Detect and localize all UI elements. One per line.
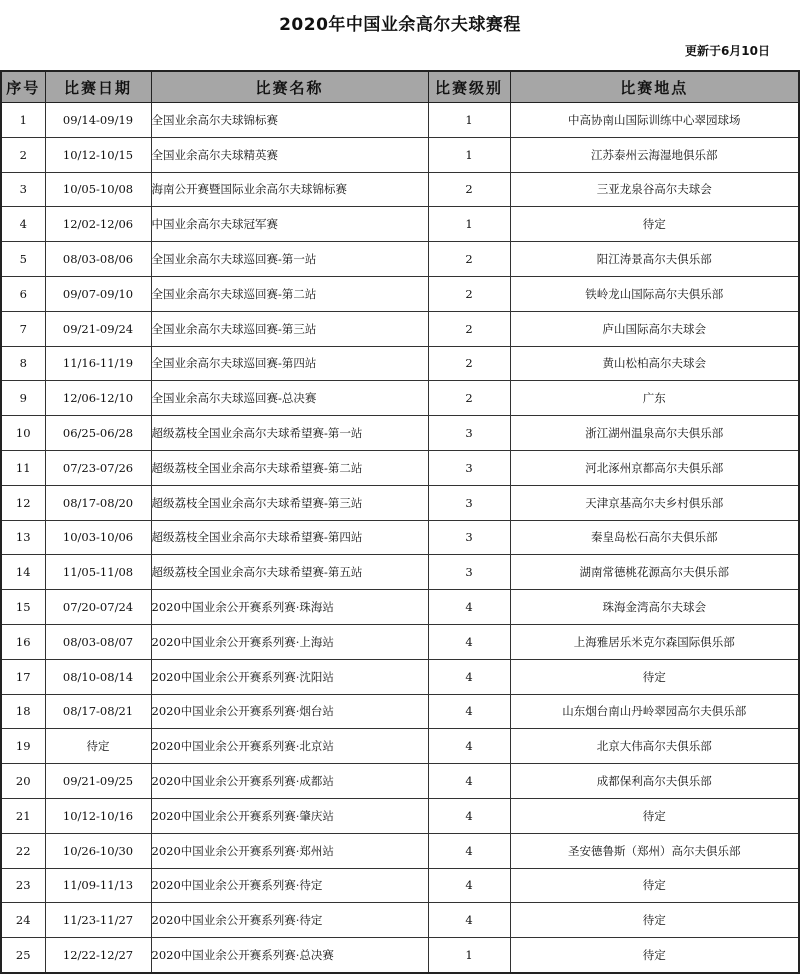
cell-number: 11	[1, 450, 45, 485]
cell-venue: 待定	[510, 903, 799, 938]
cell-level: 1	[428, 207, 510, 242]
cell-date: 10/03-10/06	[45, 520, 151, 555]
cell-venue: 浙江湖州温泉高尔夫俱乐部	[510, 416, 799, 451]
cell-date: 10/12-10/15	[45, 137, 151, 172]
cell-name: 2020中国业余公开赛系列赛·沈阳站	[151, 659, 428, 694]
cell-level: 4	[428, 798, 510, 833]
cell-date: 08/03-08/06	[45, 242, 151, 277]
cell-name: 超级荔枝全国业余高尔夫球希望赛-第一站	[151, 416, 428, 451]
cell-date: 08/10-08/14	[45, 659, 151, 694]
cell-venue: 上海雅居乐米克尔森国际俱乐部	[510, 624, 799, 659]
cell-date: 06/25-06/28	[45, 416, 151, 451]
cell-venue: 待定	[510, 207, 799, 242]
table-row	[1, 416, 799, 451]
cell-name: 超级荔枝全国业余高尔夫球希望赛-第二站	[151, 450, 428, 485]
table-row	[1, 764, 799, 799]
cell-name: 2020中国业余公开赛系列赛·待定	[151, 868, 428, 903]
cell-number: 9	[1, 381, 45, 416]
cell-number: 4	[1, 207, 45, 242]
cell-name: 超级荔枝全国业余高尔夫球希望赛-第三站	[151, 485, 428, 520]
cell-date: 11/23-11/27	[45, 903, 151, 938]
cell-name: 全国业余高尔夫球巡回赛-第二站	[151, 276, 428, 311]
cell-number: 6	[1, 276, 45, 311]
cell-venue: 秦皇岛松石高尔夫俱乐部	[510, 520, 799, 555]
cell-name: 全国业余高尔夫球巡回赛-第三站	[151, 311, 428, 346]
cell-date: 09/07-09/10	[45, 276, 151, 311]
cell-level: 3	[428, 416, 510, 451]
cell-number: 12	[1, 485, 45, 520]
column-header-level: 比赛级别	[428, 71, 510, 103]
cell-number: 10	[1, 416, 45, 451]
cell-number: 2	[1, 137, 45, 172]
table-body	[1, 103, 799, 973]
cell-level: 3	[428, 555, 510, 590]
cell-name: 2020中国业余公开赛系列赛·成都站	[151, 764, 428, 799]
column-header-name: 比赛名称	[151, 71, 428, 103]
cell-level: 3	[428, 450, 510, 485]
table-row	[1, 938, 799, 973]
cell-number: 16	[1, 624, 45, 659]
cell-level: 1	[428, 103, 510, 138]
cell-venue: 铁岭龙山国际高尔夫俱乐部	[510, 276, 799, 311]
cell-name: 2020中国业余公开赛系列赛·烟台站	[151, 694, 428, 729]
cell-number: 19	[1, 729, 45, 764]
cell-name: 2020中国业余公开赛系列赛·待定	[151, 903, 428, 938]
table-row	[1, 242, 799, 277]
cell-level: 2	[428, 172, 510, 207]
cell-name: 全国业余高尔夫球锦标赛	[151, 103, 428, 138]
column-header-venue: 比赛地点	[510, 71, 799, 103]
cell-venue: 待定	[510, 938, 799, 973]
cell-level: 4	[428, 833, 510, 868]
cell-number: 8	[1, 346, 45, 381]
cell-date: 12/22-12/27	[45, 938, 151, 973]
cell-number: 17	[1, 659, 45, 694]
cell-level: 2	[428, 242, 510, 277]
cell-date: 07/23-07/26	[45, 450, 151, 485]
page-title: 2020年中国业余高尔夫球赛程	[279, 15, 521, 35]
cell-number: 13	[1, 520, 45, 555]
cell-date: 11/09-11/13	[45, 868, 151, 903]
table-row	[1, 590, 799, 625]
cell-venue: 待定	[510, 868, 799, 903]
table-row	[1, 694, 799, 729]
table-row	[1, 207, 799, 242]
cell-venue: 圣安德鲁斯（郑州）高尔夫俱乐部	[510, 833, 799, 868]
table-row	[1, 172, 799, 207]
table-row	[1, 520, 799, 555]
cell-name: 全国业余高尔夫球精英赛	[151, 137, 428, 172]
cell-name: 2020中国业余公开赛系列赛·珠海站	[151, 590, 428, 625]
cell-date: 08/17-08/21	[45, 694, 151, 729]
table-row	[1, 798, 799, 833]
table-row	[1, 729, 799, 764]
cell-date: 09/21-09/24	[45, 311, 151, 346]
cell-number: 23	[1, 868, 45, 903]
cell-venue: 三亚龙泉谷高尔夫球会	[510, 172, 799, 207]
table-row	[1, 659, 799, 694]
cell-level: 4	[428, 868, 510, 903]
cell-name: 海南公开赛暨国际业余高尔夫球锦标赛	[151, 172, 428, 207]
cell-level: 4	[428, 903, 510, 938]
table-row	[1, 903, 799, 938]
table-row	[1, 381, 799, 416]
cell-number: 24	[1, 903, 45, 938]
cell-date: 08/03-08/07	[45, 624, 151, 659]
cell-level: 4	[428, 729, 510, 764]
cell-number: 20	[1, 764, 45, 799]
cell-venue: 天津京基高尔夫乡村俱乐部	[510, 485, 799, 520]
cell-level: 4	[428, 764, 510, 799]
table-row	[1, 311, 799, 346]
cell-number: 3	[1, 172, 45, 207]
cell-date: 08/17-08/20	[45, 485, 151, 520]
cell-date: 09/14-09/19	[45, 103, 151, 138]
cell-date: 11/05-11/08	[45, 555, 151, 590]
cell-name: 超级荔枝全国业余高尔夫球希望赛-第四站	[151, 520, 428, 555]
cell-date: 10/12-10/16	[45, 798, 151, 833]
cell-date: 12/06-12/10	[45, 381, 151, 416]
cell-venue: 待定	[510, 659, 799, 694]
cell-level: 4	[428, 659, 510, 694]
cell-number: 14	[1, 555, 45, 590]
cell-number: 21	[1, 798, 45, 833]
cell-date: 11/16-11/19	[45, 346, 151, 381]
cell-venue: 黄山松柏高尔夫球会	[510, 346, 799, 381]
cell-level: 1	[428, 938, 510, 973]
cell-venue: 河北涿州京都高尔夫俱乐部	[510, 450, 799, 485]
cell-level: 4	[428, 590, 510, 625]
cell-venue: 待定	[510, 798, 799, 833]
column-header-number: 序号	[1, 71, 45, 103]
cell-venue: 中高协南山国际训练中心翠园球场	[510, 103, 799, 138]
table-row	[1, 555, 799, 590]
cell-number: 22	[1, 833, 45, 868]
cell-venue: 山东烟台南山丹岭翠园高尔夫俱乐部	[510, 694, 799, 729]
table-row	[1, 103, 799, 138]
cell-name: 超级荔枝全国业余高尔夫球希望赛-第五站	[151, 555, 428, 590]
table-row	[1, 450, 799, 485]
cell-venue: 阳江涛景高尔夫俱乐部	[510, 242, 799, 277]
cell-name: 全国业余高尔夫球巡回赛-第一站	[151, 242, 428, 277]
cell-level: 4	[428, 694, 510, 729]
cell-number: 5	[1, 242, 45, 277]
cell-name: 全国业余高尔夫球巡回赛-总决赛	[151, 381, 428, 416]
cell-number: 1	[1, 103, 45, 138]
cell-name: 2020中国业余公开赛系列赛·上海站	[151, 624, 428, 659]
table-row	[1, 346, 799, 381]
table-row	[1, 833, 799, 868]
cell-number: 25	[1, 938, 45, 973]
table-row	[1, 276, 799, 311]
cell-date: 10/26-10/30	[45, 833, 151, 868]
cell-level: 2	[428, 346, 510, 381]
table-row	[1, 485, 799, 520]
cell-venue: 成都保利高尔夫俱乐部	[510, 764, 799, 799]
cell-name: 2020中国业余公开赛系列赛·北京站	[151, 729, 428, 764]
header-row	[1, 71, 799, 103]
cell-venue: 珠海金湾高尔夫球会	[510, 590, 799, 625]
cell-level: 2	[428, 276, 510, 311]
cell-name: 全国业余高尔夫球巡回赛-第四站	[151, 346, 428, 381]
cell-level: 2	[428, 311, 510, 346]
table-row	[1, 137, 799, 172]
cell-venue: 江苏泰州云海湿地俱乐部	[510, 137, 799, 172]
cell-venue: 庐山国际高尔夫球会	[510, 311, 799, 346]
schedule-table	[0, 70, 800, 974]
cell-date: 待定	[45, 729, 151, 764]
cell-name: 2020中国业余公开赛系列赛·肇庆站	[151, 798, 428, 833]
table-row	[1, 624, 799, 659]
cell-number: 18	[1, 694, 45, 729]
cell-date: 07/20-07/24	[45, 590, 151, 625]
cell-number: 15	[1, 590, 45, 625]
cell-name: 中国业余高尔夫球冠军赛	[151, 207, 428, 242]
cell-venue: 北京大伟高尔夫俱乐部	[510, 729, 799, 764]
cell-level: 2	[428, 381, 510, 416]
cell-level: 1	[428, 137, 510, 172]
cell-date: 09/21-09/25	[45, 764, 151, 799]
column-header-date: 比赛日期	[45, 71, 151, 103]
cell-name: 2020中国业余公开赛系列赛·郑州站	[151, 833, 428, 868]
cell-level: 4	[428, 624, 510, 659]
cell-venue: 广东	[510, 381, 799, 416]
cell-level: 3	[428, 485, 510, 520]
cell-level: 3	[428, 520, 510, 555]
cell-number: 7	[1, 311, 45, 346]
cell-venue: 湖南常德桃花源高尔夫俱乐部	[510, 555, 799, 590]
cell-date: 12/02-12/06	[45, 207, 151, 242]
table-row	[1, 868, 799, 903]
cell-date: 10/05-10/08	[45, 172, 151, 207]
update-note: 更新于6月10日	[684, 44, 770, 58]
cell-name: 2020中国业余公开赛系列赛·总决赛	[151, 938, 428, 973]
